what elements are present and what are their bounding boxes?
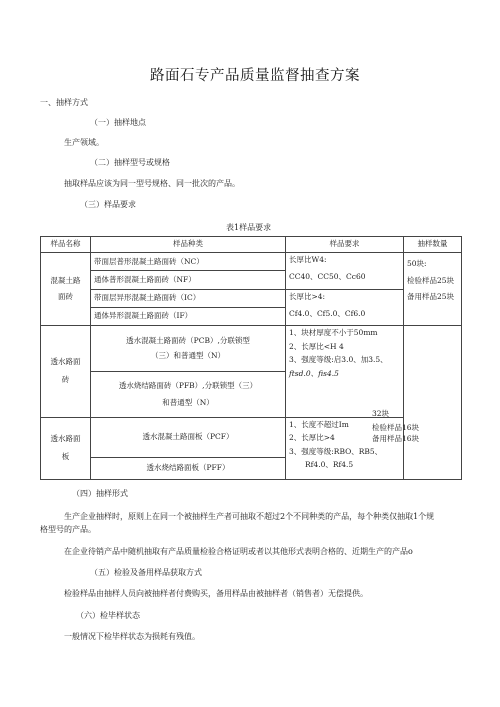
section-6-paragraph: 一般情况下检毕样状态为损耗有残值。 <box>64 632 200 641</box>
table-row <box>41 289 462 307</box>
group-2-3-quantity: 32块 检验样品16块 备用样品16块 <box>372 409 420 443</box>
section-1-heading: 一、抽样方式 <box>40 98 88 107</box>
group-2-type-2: 透水烧结路面砖（PFB）,分联锁型（三） 和普通型（N） <box>91 372 286 417</box>
header-sample-name: 样品名称 <box>41 237 91 253</box>
sub-2-text: 抽取样品应该为同一型号规格、同一批次的产品。 <box>64 179 240 188</box>
section-6-heading: （六）检毕样状态 <box>76 611 140 620</box>
group-1-name: 混凝土路 面砖 <box>41 253 91 326</box>
header-sample-quantity: 抽样数量 <box>404 237 462 253</box>
section-5-paragraph: 检验样品由抽样人员向被抽样者付费购买，备用样品由被抽样者（销售者）无偿提供。 <box>64 589 368 598</box>
group-3-requirement: 1、长度不超过Im 2、长厚比>4 3、强度等级:RBO、RB5、 Rf4.0、Rf4.5 <box>286 417 404 479</box>
group-1-type-3: 带面层异形混凝土路面砖（IC） <box>91 289 286 307</box>
section-5-heading: （五）检验及备用样品获取方式 <box>90 568 202 577</box>
section-4-paragraph-1: 生产企业抽样时，原则上在同一个被抽样生产者可抽取不超过2个不同种类的产品，每个种类仅抽取1个规 <box>64 512 435 521</box>
group-3-type-1: 透水混凝土路面板（PCF） <box>91 417 286 458</box>
sub-1-heading: （一）抽样地点 <box>90 118 146 127</box>
header-sample-type: 样品种类 <box>91 237 286 253</box>
page-title: 路面石专产品质量监督抽查方案 <box>150 68 360 84</box>
group-2-requirement: 1、块材厚度不小于50mm 2、长厚比<H 4 3、强度等级:启3.0、加3.5、 ftsd.0、fis4.5 <box>286 326 404 417</box>
table-row <box>41 253 462 271</box>
group-2-name: 透水路面 砖 <box>41 326 91 417</box>
group-1-requirement-2: 长厚比>4: Cf4.0、Cf5.0、Cf6.0 <box>286 289 404 326</box>
sub-3-heading: （三）样品要求 <box>80 200 136 209</box>
header-sample-requirement: 样品要求 <box>286 237 404 253</box>
group-1-type-4: 通体异形混凝土路面砖（IF） <box>91 307 286 325</box>
table-row <box>41 326 462 372</box>
group-3-name: 透水路面 板 <box>41 417 91 479</box>
group-1-quantity: 50块: 检验样品25块 备用样品25块 <box>404 253 462 326</box>
table-caption: 表1样品要求 <box>226 223 272 232</box>
sub-2-heading: （二）抽样型号或规格 <box>90 158 170 167</box>
section-4-heading: （四）抽样形式 <box>72 489 128 498</box>
group-3-type-2: 透水烧结路面板（PFF） <box>91 458 286 480</box>
sub-1-text: 生产领域。 <box>64 138 104 147</box>
group-1-requirement-1: 长厚比W4: CC40、CC50、Cc60 <box>286 253 404 290</box>
group-1-type-2: 通体普形混凝土路面砖（NF） <box>91 271 286 289</box>
group-2-type-1: 透水混凝土路面砖（PCB）,分联锁型 （三）和普通型（N） <box>91 326 286 372</box>
group-1-type-1: 带面层普形混凝土路面砖（NC） <box>91 253 286 271</box>
section-4-paragraph-1-cont: 格型号的产品。 <box>40 525 96 534</box>
section-4-paragraph-2: 在企业待销产品中随机抽取有产品质量检验合格证明或者以其他形式表明合格的、近期生产的产品o <box>64 547 413 556</box>
table-header-row <box>41 237 462 253</box>
group-2-quantity-spacer <box>404 326 462 417</box>
